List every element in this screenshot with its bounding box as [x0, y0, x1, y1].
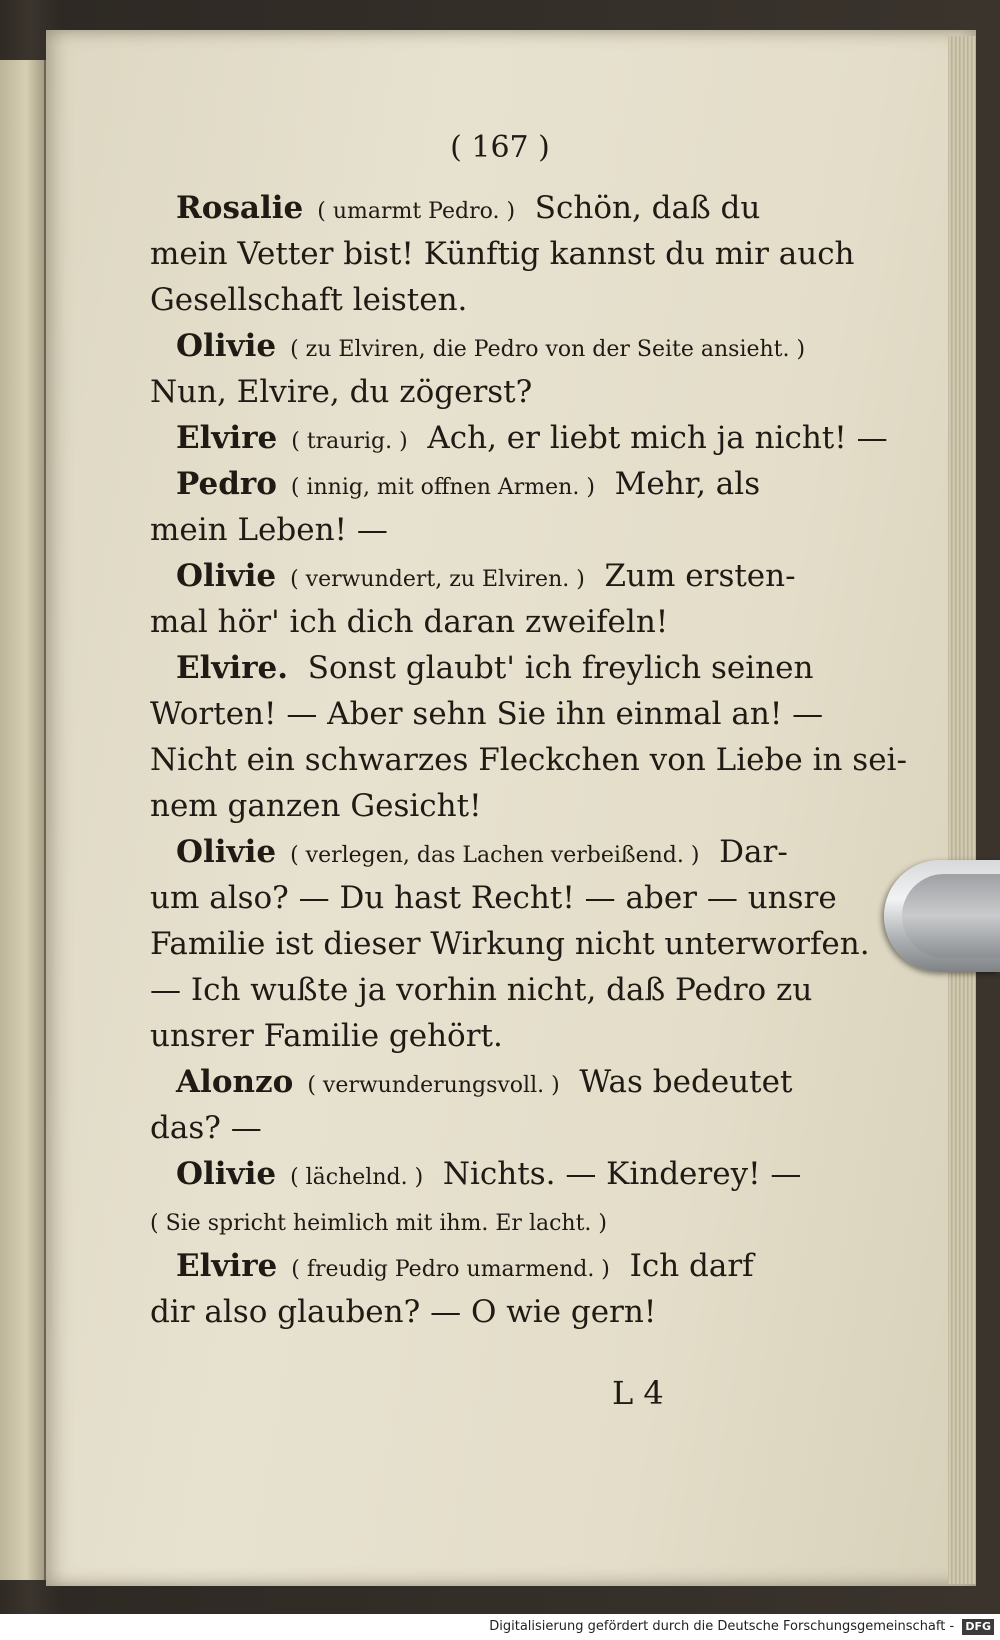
speaker-name: Elvire	[176, 420, 278, 456]
speaker-name: Elvire.	[176, 650, 289, 686]
dialogue-text: mal hör' ich dich daran zweifeln!	[150, 604, 669, 640]
metal-clip	[884, 860, 1000, 972]
text-line	[176, 648, 866, 688]
footer-text: Digitalisierung gefördert durch die Deutsche Forschungsgemeinschaft -	[489, 1619, 955, 1634]
footer-bar	[0, 1614, 1000, 1640]
dialogue-text: Nichts. — Kinderey! —	[423, 1156, 802, 1192]
stage-direction: ( lächelnd. )	[276, 1165, 424, 1190]
speaker-name: Elvire	[176, 1248, 278, 1284]
speaker-name: Rosalie	[176, 190, 304, 226]
text-line	[150, 280, 840, 320]
text-line	[176, 418, 888, 462]
speaker-name: Alonzo	[176, 1064, 294, 1100]
text-line	[176, 1154, 866, 1198]
dialogue-text: Familie ist dieser Wirkung nicht unterworfen.	[150, 926, 870, 962]
dialogue-text: Mehr, als	[594, 466, 761, 502]
text-line	[176, 832, 866, 876]
stage-direction: ( freudig Pedro umarmend. )	[277, 1257, 610, 1282]
text-line	[150, 970, 840, 1010]
stage-direction: ( traurig. )	[277, 429, 408, 454]
text-line	[150, 602, 840, 642]
speaker-name: Olivie	[176, 1156, 277, 1192]
dfg-logo: DFG	[962, 1619, 994, 1635]
dialogue-text: Ach, er liebt mich ja nicht! —	[407, 420, 888, 456]
stage-direction: ( verwundert, zu Elviren. )	[276, 567, 585, 592]
text-line	[150, 1108, 840, 1148]
stage-direction: ( innig, mit offnen Armen. )	[276, 475, 595, 500]
signature-mark: L 4	[612, 1374, 664, 1412]
text-line	[150, 372, 840, 412]
speaker-name: Olivie	[176, 558, 277, 594]
dialogue-text: das? —	[150, 1110, 262, 1146]
dialogue-text: Zum ersten-	[584, 558, 796, 594]
text-line	[150, 1292, 840, 1332]
dialogue-text: Worten! — Aber sehn Sie ihn einmal an! —	[150, 696, 824, 732]
left-page-edge	[0, 60, 46, 1580]
text-line	[150, 510, 840, 550]
stage-direction: ( umarmt Pedro. )	[303, 199, 516, 224]
speaker-name: Olivie	[176, 328, 277, 364]
text-line	[150, 924, 870, 964]
dialogue-text: Dar-	[699, 834, 788, 870]
page-edges	[948, 36, 976, 1584]
dialogue-text: Was bedeutet	[559, 1064, 793, 1100]
dialogue-text: Sonst glaubt' ich freylich seinen	[288, 650, 814, 686]
dialogue-text: unsrer Familie gehört.	[150, 1018, 503, 1054]
text-line	[176, 326, 866, 370]
dialogue-text: Ich darf	[609, 1248, 754, 1284]
text-line	[150, 1200, 840, 1244]
text-line	[176, 556, 866, 600]
stage-direction: ( Sie spricht heimlich mit ihm. Er lacht. )	[150, 1211, 607, 1236]
stage-direction: ( zu Elviren, die Pedro von der Seite ansieht. )	[276, 337, 806, 362]
speaker-name: Pedro	[176, 466, 277, 502]
dialogue-text: Nicht ein schwarzes Fleckchen von Liebe in sei-	[150, 742, 907, 778]
speaker-name: Olivie	[176, 834, 277, 870]
dialogue-text: Gesellschaft leisten.	[150, 282, 468, 318]
page-number: ( 167 )	[450, 130, 550, 165]
dialogue-text: Schön, daß du	[515, 190, 761, 226]
dialogue-text: Nun, Elvire, du zögerst?	[150, 374, 533, 410]
text-line	[150, 234, 855, 274]
dialogue-text: — Ich wußte ja vorhin nicht, daß Pedro zu	[150, 972, 813, 1008]
text-line	[176, 464, 866, 508]
stage-direction: ( verlegen, das Lachen verbeißend. )	[276, 843, 700, 868]
text-line	[176, 188, 866, 232]
text-line	[150, 740, 907, 780]
text-line	[150, 1016, 840, 1056]
stage-direction: ( verwunderungsvoll. )	[293, 1073, 560, 1098]
dialogue-text: dir also glauben? — O wie gern!	[150, 1294, 657, 1330]
text-line	[176, 1062, 866, 1106]
dialogue-text: nem ganzen Gesicht!	[150, 788, 482, 824]
text-line	[176, 1246, 866, 1290]
dialogue-text: um also? — Du hast Recht! — aber — unsre	[150, 880, 837, 916]
dialogue-text: mein Leben! —	[150, 512, 388, 548]
dialogue-text: mein Vetter bist! Künftig kannst du mir auch	[150, 236, 855, 272]
text-line	[150, 694, 840, 734]
text-line	[150, 786, 840, 826]
text-line	[150, 878, 840, 918]
